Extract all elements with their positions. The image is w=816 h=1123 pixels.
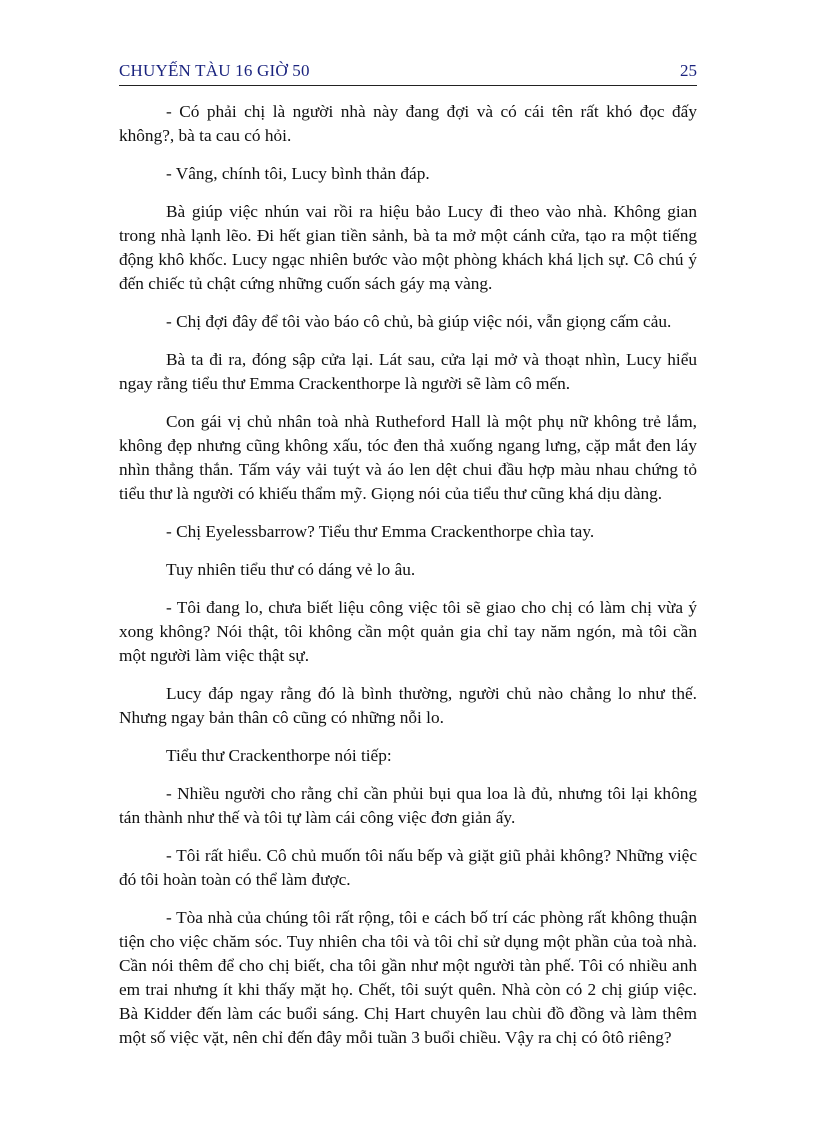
paragraph: - Tòa nhà của chúng tôi rất rộng, tôi e cách bố trí các phòng rất không thuận tiện cho việc chăm sóc. Tuy nhiên cha tôi và tôi chỉ sử dụng một phần của toà nhà. Cần nói thêm để cho chị biết, cha tôi gần như một người tàn phế. Tôi có nhiều anh em trai nhưng ít khi thấy mặt họ. Chết, tôi suýt quên. Nhà còn có 2 chị giúp việc. Bà Kidder đến làm các buổi sáng. Chị Hart chuyên lau chùi đồ đồng và làm thêm một số việc vặt, nên chỉ đến đây mỗi tuần 3 buổi chiều. Vậy ra chị có ôtô riêng? — [119, 908, 697, 1047]
paragraph: Con gái vị chủ nhân toà nhà Rutheford Hall là một phụ nữ không trẻ lắm, không đẹp nhưng cũng không xấu, tóc đen thả xuống ngang lưng, cặp mắt đen láy nhìn thẳng thắn. Tấm váy vải tuýt và áo len dệt chui đầu hợp màu nhau chứng tỏ tiểu thư là người có khiếu thẩm mỹ. Giọng nói của tiểu thư cũng khá dịu dàng. — [119, 412, 697, 503]
paragraph: - Tôi rất hiểu. Cô chủ muốn tôi nấu bếp và giặt giũ phải không? Những việc đó tôi hoàn toàn có thể làm được. — [119, 846, 697, 889]
paragraph: - Vâng, chính tôi, Lucy bình thản đáp. — [166, 164, 430, 183]
body-text — [119, 100, 697, 1064]
paragraph: - Chị đợi đây để tôi vào báo cô chủ, bà giúp việc nói, vẫn giọng cấm cảu. — [166, 312, 672, 331]
page-number: 25 — [680, 61, 697, 80]
page-header — [119, 61, 697, 86]
paragraph: - Tôi đang lo, chưa biết liệu công việc tôi sẽ giao cho chị có làm chị vừa ý xong không? Nói thật, tôi không cần một quản gia chỉ tay năm ngón, mà tôi cần một người làm việc thật sự. — [119, 598, 697, 665]
running-title: CHUYẾN TÀU 16 GIỜ 50 — [119, 61, 310, 80]
paragraph: - Có phải chị là người nhà này đang đợi và có cái tên rất khó đọc đấy không?, bà ta cau có hỏi. — [119, 102, 697, 145]
paragraph: Tiểu thư Crackenthorpe nói tiếp: — [166, 746, 392, 765]
paragraph: Tuy nhiên tiểu thư có dáng vẻ lo âu. — [166, 560, 416, 579]
paragraph: Bà ta đi ra, đóng sập cửa lại. Lát sau, cửa lại mở và thoạt nhìn, Lucy hiểu ngay rằng tiểu thư Emma Crackenthorpe là người sẽ làm cô mến. — [119, 350, 697, 393]
paragraph: Lucy đáp ngay rằng đó là bình thường, người chủ nào chẳng lo như thế. Nhưng ngay bản thân cô cũng có những nỗi lo. — [119, 684, 697, 727]
paragraph: Bà giúp việc nhún vai rồi ra hiệu bảo Lucy đi theo vào nhà. Không gian trong nhà lạnh lẽo. Đi hết gian tiền sảnh, bà ta mở một cánh cửa, tạo ra một tiếng động khô khốc. Lucy ngạc nhiên bước vào một phòng khách khá lịch sự. Cô chú ý đến chiếc tủ chật cứng những cuốn sách gáy mạ vàng. — [119, 202, 697, 293]
paragraph: - Chị Eyelessbarrow? Tiểu thư Emma Crackenthorpe chìa tay. — [166, 522, 595, 541]
paragraph: - Nhiều người cho rằng chỉ cần phủi bụi qua loa là đủ, nhưng tôi lại không tán thành như thế và tôi tự làm cái công việc đơn giản ấy. — [119, 784, 697, 827]
